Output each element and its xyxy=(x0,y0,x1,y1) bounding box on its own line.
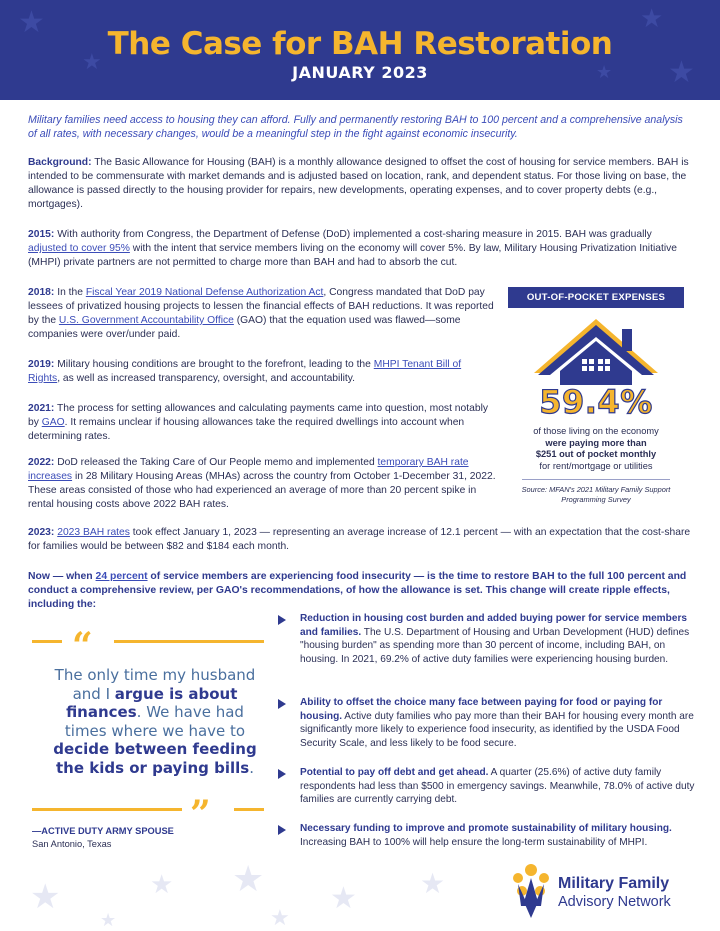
star-icon: ★ xyxy=(30,877,61,917)
list-item-body: The U.S. Department of Housing and Urban Development (HUD) defines "housing burden" as spending more than 30 percent of income, including BAH, on housing. In 2021, 69.2% of active duty families were experiencing housing burden. xyxy=(300,626,690,665)
timeline-2021 xyxy=(28,402,496,444)
timeline-text: Military housing conditions are brought to the forefront, leading to the xyxy=(54,359,374,370)
timeline-text: With authority from Congress, the Department of Defense (DoD) implemented a cost-sharing measure in 2015. BAH was gradually xyxy=(54,229,652,240)
timeline-2015 xyxy=(28,228,693,270)
quote-text xyxy=(46,666,264,777)
background-text: The Basic Allowance for Housing (BAH) is a monthly allowance designed to offset the cost of housing for service members. BAH is intended to be commensurate with market demands and is adjusted based on location, rank, and dependent status. For those living on base, the allowance is passed directly to the housing provider for repairs, new developments, operating expenses, and to cover property debts (e.g., mortgages). xyxy=(28,157,689,210)
logo-figures-icon xyxy=(508,862,554,920)
page-title: The Case for BAH Restoration xyxy=(107,26,613,62)
stat-source: Source: MFAN's 2021 Military Family Support Programming Survey xyxy=(521,485,671,504)
food-insecurity-link[interactable]: 24 percent xyxy=(95,571,148,582)
list-item-text xyxy=(300,612,700,666)
year-label: 2023: xyxy=(28,527,55,538)
stat-percentage: 59.4% xyxy=(539,383,653,421)
close-quote-icon: ” xyxy=(190,793,211,835)
stat-desc-bold: $251 out of pocket monthly xyxy=(535,449,657,459)
quote-part: . We have had times where we have to xyxy=(64,703,246,740)
timeline-text: In the xyxy=(54,287,86,298)
open-quote-icon: “ xyxy=(72,625,93,667)
gao-office-link[interactable]: U.S. Government Accountability Office xyxy=(58,315,234,326)
list-item-heading: Necessary funding to improve and promote sustainability of military housing. xyxy=(300,823,672,834)
year-label: 2022: xyxy=(28,457,55,468)
bullet-arrow-icon xyxy=(278,769,286,779)
logo-line-1: Military Family xyxy=(558,875,670,892)
quote-emphasis: decide between feeding the kids or paying bills xyxy=(53,740,257,777)
timeline-2018 xyxy=(28,286,496,342)
star-icon: ★ xyxy=(232,859,265,900)
page-subtitle: JANUARY 2023 xyxy=(292,63,428,82)
list-item-text xyxy=(300,696,700,750)
bullet-arrow-icon xyxy=(278,699,286,709)
timeline-text: . It remains unclear if housing allowances take the required dwellings into account when determining rates. xyxy=(28,417,465,442)
quote-rule xyxy=(32,640,62,643)
quote-emphasis: argue is about finances xyxy=(66,684,238,721)
pull-quote xyxy=(28,625,268,858)
quote-rule xyxy=(114,640,264,643)
star-icon: ★ xyxy=(18,5,45,40)
list-item-text xyxy=(300,822,700,849)
timeline-2022 xyxy=(28,456,496,512)
timeline-2023 xyxy=(28,526,693,554)
ndaa-link[interactable]: Fiscal Year 2019 National Defense Authorization Act xyxy=(85,287,324,298)
timeline-text: The process for setting allowances and calculating payments came into question, most notably by xyxy=(28,403,489,428)
stat-desc-line: for rent/mortgage or utilities xyxy=(539,460,653,471)
list-item-heading: Ability to offset the choice many face between paying for food or paying for housing. xyxy=(300,697,663,722)
adjusted-link[interactable]: adjusted to cover 95% xyxy=(28,243,130,254)
stat-desc-bold: were paying more than xyxy=(545,437,647,448)
list-item-body: A quarter (25.6%) of active duty family respondents had less than $500 in emergency savings. Meanwhile, 78.0% of active duty families are currently carrying debt. xyxy=(300,767,695,805)
star-icon: ★ xyxy=(100,910,117,931)
callout-text: Now — when xyxy=(28,571,96,582)
temporary-rates-link[interactable]: temporary BAH rate increases xyxy=(28,457,469,482)
timeline-text: in 28 Military Housing Areas (MHAs) across the country from October 1-December 31, 2022. These areas consisted of those who had experienced an average of more than 20 percent spike in rental housing costs above 2022 BAH rates. xyxy=(28,471,496,510)
quote-rule xyxy=(32,808,182,811)
year-label: 2018: xyxy=(28,287,55,298)
quote-rule xyxy=(234,808,264,811)
bullet-arrow-icon xyxy=(278,825,286,835)
star-icon: ★ xyxy=(668,55,695,90)
out-of-pocket-sidebar xyxy=(508,287,684,512)
sidebar-title: OUT-OF-POCKET EXPENSES xyxy=(508,287,684,308)
stat-description xyxy=(508,426,684,472)
list-item-body: Active duty families who pay more than their BAH for housing every month are significantly more likely to experience food insecurity, as identified by the USDA Food Security Scale, and less likely to be food secure. xyxy=(300,710,694,749)
star-icon: ★ xyxy=(330,881,357,916)
logo-line-2: Advisory Network xyxy=(558,894,671,910)
list-item-text xyxy=(300,766,700,807)
timeline-text: took effect January 1, 2023 — representing an average increase of 12.1 percent — with an expectation that the cost-share for families would be between $82 and $184 each month. xyxy=(28,527,691,552)
timeline-text: (GAO) that the equation used was flawed—some companies were over/under paid. xyxy=(28,315,461,340)
bullet-arrow-icon xyxy=(278,615,286,625)
call-to-action xyxy=(28,570,693,612)
timeline-2019 xyxy=(28,358,496,386)
callout-text: of service members are experiencing food insecurity — is the time to restore BAH to the full 100 percent and conduct a comprehensive review, per GAO's recommendations, of how the allowance is set. This change will create ripple effects, including the: xyxy=(28,571,687,610)
quote-part: . xyxy=(249,758,254,777)
list-item-heading: Potential to pay off debt and get ahead. xyxy=(300,767,489,778)
list-item-body: Increasing BAH to 100% will help ensure the long-term sustainability of MHPI. xyxy=(300,836,648,848)
year-label: 2019: xyxy=(28,359,55,370)
timeline-text: DoD released the Taking Care of Our People memo and implemented xyxy=(54,457,378,468)
divider xyxy=(522,479,670,480)
quote-location: San Antonio, Texas xyxy=(32,839,112,849)
mfan-logo xyxy=(508,862,698,922)
year-label: 2015: xyxy=(28,229,55,240)
star-icon: ★ xyxy=(596,62,613,83)
header-banner xyxy=(0,0,720,100)
tenant-bill-link[interactable]: MHPI Tenant Bill of Rights xyxy=(28,359,462,384)
timeline-text: with the intent that service members living on the economy will cover 5%. By law, Military Housing Privatization Initiative (MHPI) private partners are not permitted to charge more than BAH and had to absorb the cut. xyxy=(28,243,677,268)
star-icon: ★ xyxy=(640,4,664,34)
quote-part: The only time my husband and I xyxy=(54,666,256,703)
timeline-text: , as well as increased transparency, oversight, and accountability. xyxy=(57,373,355,384)
list-item-heading: Reduction in housing cost burden and added buying power for service members and families. xyxy=(300,613,687,638)
background-label: Background: xyxy=(28,157,92,168)
year-label: 2021: xyxy=(28,403,55,414)
star-icon: ★ xyxy=(420,867,446,900)
bah-rates-link[interactable]: 2023 BAH rates xyxy=(57,527,130,538)
background-paragraph xyxy=(28,156,693,212)
house-icon xyxy=(530,315,662,387)
timeline-text: , Congress mandated that DoD pay lessees of privatized housing projects to lessen the financial effects of BAH reductions. It was reported by the xyxy=(28,287,494,326)
star-icon: ★ xyxy=(270,906,290,931)
star-icon: ★ xyxy=(150,870,174,900)
stat-desc-line: of those living on the economy xyxy=(533,426,659,436)
quote-attribution: —ACTIVE DUTY ARMY SPOUSE xyxy=(32,826,174,836)
intro-text: Military families need access to housing they can afford. Fully and permanently restoring BAH to 100 percent and a comprehensive analysis of all rates, with necessary changes, would be a meaningful step in the fight against economic insecurity. xyxy=(28,114,683,140)
star-icon: ★ xyxy=(82,50,102,75)
gao-link[interactable]: GAO xyxy=(41,417,65,428)
